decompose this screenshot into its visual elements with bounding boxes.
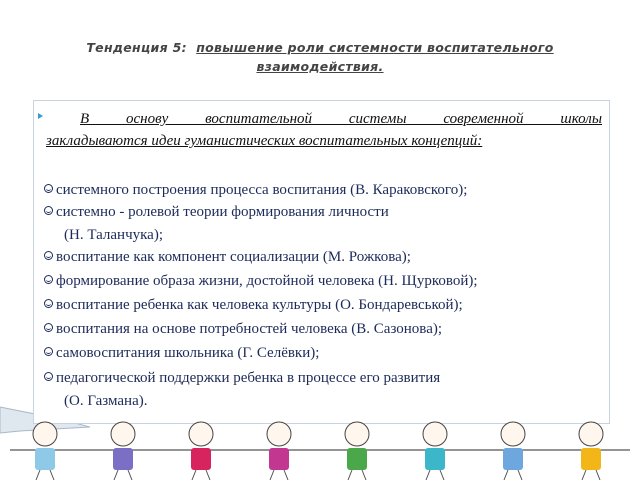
smiley-bullet-icon: [44, 372, 53, 381]
title-prefix: Тенденция 5:: [86, 40, 187, 55]
smiley-bullet-icon: [44, 275, 53, 284]
smiley-bullet-icon: [44, 206, 53, 215]
list-item: [44, 226, 163, 244]
list-item: [44, 248, 411, 266]
child-figure: [501, 422, 525, 480]
list-item: [44, 272, 478, 290]
smiley-bullet-icon: [44, 323, 53, 332]
list-item: [44, 203, 389, 221]
list-item-text: (О. Газмана).: [64, 393, 148, 409]
list-item-text: (Н. Таланчука);: [64, 227, 164, 243]
list-item: [44, 181, 467, 199]
list-item-text: воспитание ребенка как человека культуры (О. Бондаревськой);: [56, 297, 463, 313]
list-item-text: самовоспитания школьника (Г. Селёвки);: [56, 345, 320, 361]
intro-text: В основу воспитательной системы современной школы закладываются идеи гуманистических воспитательных концепций:: [46, 111, 602, 149]
list-item: [44, 344, 319, 362]
child-figure: [423, 422, 447, 480]
slide-title: [0, 38, 640, 76]
child-figure: [579, 422, 603, 480]
children-illustration: [0, 420, 640, 480]
title-line2: взаимодействия.: [256, 59, 384, 74]
child-figure: [189, 422, 213, 480]
list-item-text: воспитания на основе потребностей человека (В. Сазонова);: [56, 321, 443, 337]
child-figure: [33, 422, 57, 480]
child-figure: [345, 422, 369, 480]
child-figure: [111, 422, 135, 480]
child-figure: [267, 422, 291, 480]
list-item-text: системного построения процесса воспитания (В. Караковского);: [56, 182, 468, 198]
list-item: [44, 320, 442, 338]
list-item: [44, 392, 147, 410]
list-item: [44, 296, 463, 314]
smiley-bullet-icon: [44, 184, 53, 193]
smiley-bullet-icon: [44, 299, 53, 308]
smiley-bullet-icon: [44, 251, 53, 260]
list-item: [44, 369, 440, 387]
title-main: повышение роли системности воспитательного: [196, 40, 554, 55]
list-item-text: воспитание как компонент социализации (М. Рожкова);: [56, 249, 411, 265]
list-item-text: педагогической поддержки ребенка в процессе его развития: [56, 370, 441, 386]
list-item-text: системно - ролевой теории формирования личности: [56, 204, 389, 220]
arrow-bullet-icon: [38, 113, 43, 119]
list-item-text: формирование образа жизни, достойной человека (Н. Щурковой);: [56, 273, 478, 289]
smiley-bullet-icon: [44, 347, 53, 356]
